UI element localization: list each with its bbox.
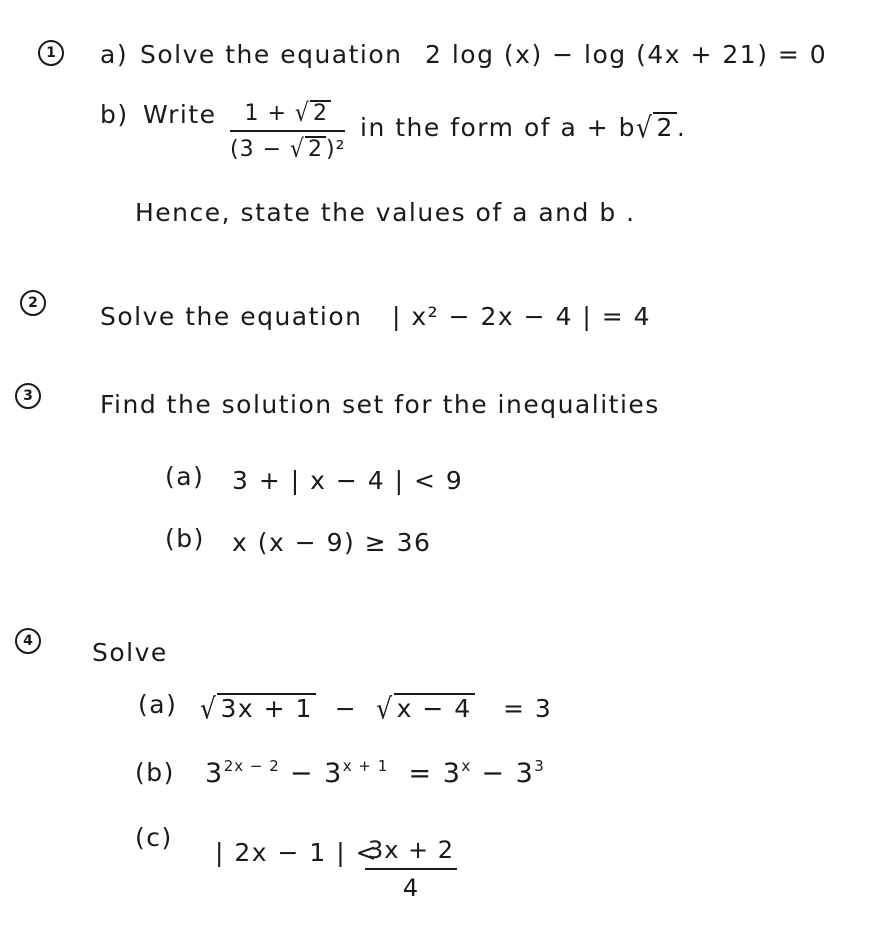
q2-text: Solve the equation bbox=[100, 302, 363, 331]
q4b-exponent-1: 2x − 2 bbox=[223, 757, 280, 775]
q1b-form bbox=[360, 110, 687, 145]
q1b-form-end: . bbox=[676, 113, 687, 142]
q4b-equals: = bbox=[408, 758, 433, 789]
q3b-label: (b) bbox=[165, 524, 205, 553]
q1b-den-pre: (3 − bbox=[230, 137, 290, 163]
sqrt-symbol: √ bbox=[200, 691, 218, 726]
q1b-den-radicand: 2 bbox=[305, 136, 326, 162]
q1b-numerator bbox=[244, 100, 330, 126]
q4b-minus-2: − bbox=[481, 758, 506, 789]
q4b-base-3: 3 bbox=[442, 758, 462, 789]
q4b-label: (b) bbox=[135, 758, 175, 787]
q4c-lhs: | 2x − 1 | < bbox=[215, 838, 379, 867]
sqrt-symbol: √ bbox=[294, 99, 310, 128]
q4c-numerator: 3x + 2 bbox=[367, 836, 455, 864]
q1b-label: b) bbox=[100, 100, 129, 129]
q2-equation: | x² − 2x − 4 | = 4 bbox=[392, 302, 652, 331]
q1b-den-post: )² bbox=[326, 137, 346, 163]
q4a-rhs: = 3 bbox=[502, 694, 553, 723]
q3b-equation: x (x − 9) ≥ 36 bbox=[232, 528, 432, 557]
sqrt-symbol: √ bbox=[376, 691, 394, 726]
q4b-exponent-4: 3 bbox=[534, 757, 545, 775]
q3a-label: (a) bbox=[165, 462, 205, 491]
question-3-number: 3 bbox=[15, 383, 41, 409]
question-2-number: 2 bbox=[20, 290, 46, 316]
q1b-num-radicand: 2 bbox=[310, 100, 331, 126]
q4a-radicand-1: 3x + 1 bbox=[217, 693, 315, 723]
fraction-bar bbox=[365, 868, 457, 870]
q1a-text: Solve the equation bbox=[140, 40, 403, 69]
q4a-radicand-2: x − 4 bbox=[394, 693, 475, 723]
q1b-fraction bbox=[230, 99, 346, 165]
q4-text: Solve bbox=[92, 638, 168, 667]
q4b-base-4: 3 bbox=[515, 758, 535, 789]
q1b-write: Write bbox=[143, 100, 217, 129]
q3-text: Find the solution set for the inequalities bbox=[100, 390, 660, 419]
question-1-number: 1 bbox=[38, 40, 64, 66]
question-4-number: 4 bbox=[15, 628, 41, 654]
q4b-base-1: 3 bbox=[205, 758, 224, 789]
q1b-num-pre: 1 + bbox=[244, 101, 295, 126]
q4c-label: (c) bbox=[135, 823, 173, 852]
sqrt-symbol: √ bbox=[636, 110, 654, 145]
q4c-fraction bbox=[365, 836, 457, 902]
sqrt-symbol: √ bbox=[290, 135, 306, 165]
q1a-label: a) bbox=[100, 40, 129, 69]
q4b-exponent-3: x bbox=[461, 757, 472, 775]
q4a-minus: − bbox=[334, 694, 358, 723]
q4a-label: (a) bbox=[138, 690, 178, 719]
q4a-equation bbox=[200, 691, 553, 726]
q1b-denominator bbox=[230, 135, 346, 165]
q4b-base-2: 3 bbox=[324, 758, 343, 789]
q4c-denominator: 4 bbox=[402, 874, 420, 902]
q1b-hence: Hence, state the values of a and b . bbox=[135, 198, 636, 227]
q1a-equation: 2 log (x) − log (4x + 21) = 0 bbox=[425, 40, 828, 69]
q3a-equation: 3 + | x − 4 | < 9 bbox=[232, 466, 464, 495]
q1b-form-text: in the form of a + b bbox=[360, 113, 637, 142]
q4b-minus: − bbox=[289, 758, 314, 789]
fraction-bar bbox=[230, 130, 345, 132]
q1b-form-radicand: 2 bbox=[653, 112, 676, 142]
q4b-exponent-2: x + 1 bbox=[342, 757, 389, 775]
q4b-equation bbox=[205, 757, 545, 789]
